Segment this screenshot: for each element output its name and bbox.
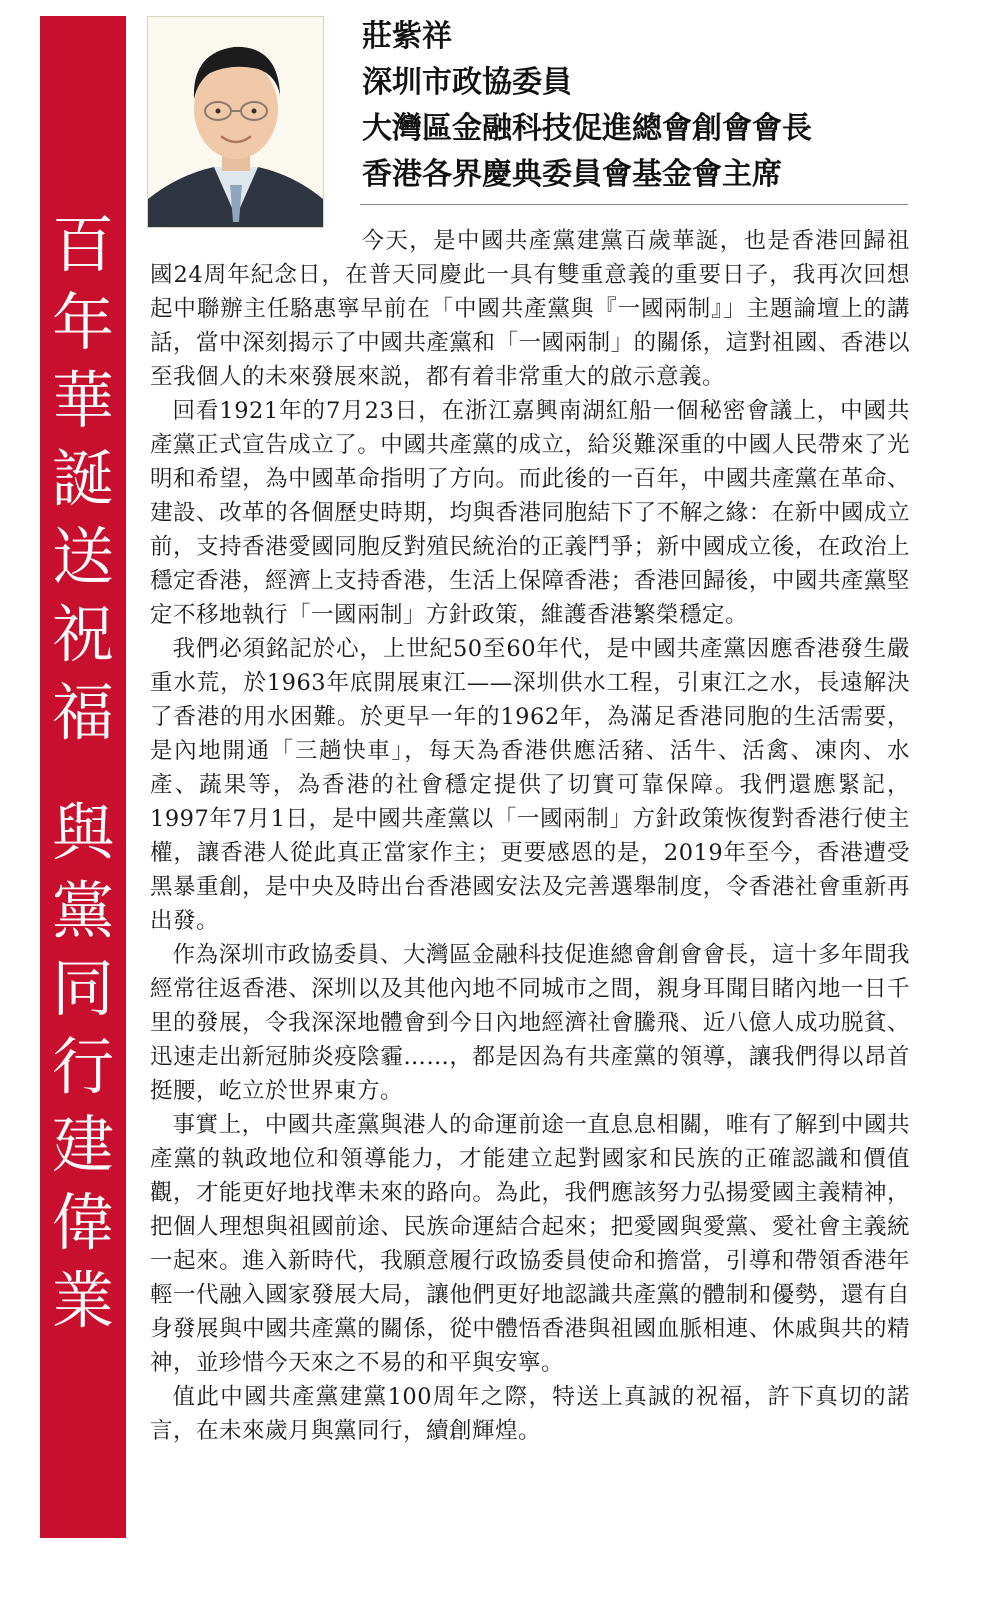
author-name: 莊紫祥 [362,19,452,54]
headline-char: 誕 [51,442,114,515]
article-paragraph: 回看1921年的7月23日，在浙江嘉興南湖紅船一個秘密會議上，中國共產黨正式宣告成立了。中國共產黨的成立，給災難深重的中國人民帶來了光明和希望，為中國革命指明了方向。而此後的一百年，中國共產黨在革命、建設、改革的各個歷史時期，均與香港同胞結下了不解之緣：在新中國成立前，支持香港愛國同胞反對殖民統治的正義鬥爭；新中國成立後，在政治上穩定香港，經濟上支持香港，生活上保障香港；香港回歸後，中國共產黨堅定不移地執行「一國兩制」方針政策，維護香港繁榮穩定。 [150,398,910,628]
headline-char: 行 [51,1030,114,1103]
headline-char: 祝 [51,598,114,671]
headline-part-2 [52,794,114,1340]
headline-part-1 [52,206,114,752]
headline-char: 福 [51,676,114,749]
author-title: 香港各界慶典委員會基金會主席 [362,157,782,192]
article-paragraph: 我們必須銘記於心，上世紀50至60年代，是中國共產黨因應香港發生嚴重水荒，於1963年底開展東江——深圳供水工程，引東江之水，長遠解決了香港的用水困難。於更早一年的1962年，為滿足香港同胞的生活需要，是內地開通「三趟快車」，每天為香港供應活豬、活牛、活禽、凍肉、水產、蔬果等，為香港的社會穩定提供了切實可靠保障。我們還應緊記，1997年7月1日，是中國共產黨以「一國兩制」方針政策恢復對香港行使主權，讓香港人從此真正當家作主；更要感恩的是，2019年至今，香港遭受黑暴重創，是中央及時出台香港國安法及完善選舉制度，令香港社會重新再出發。 [150,636,910,934]
author-info [362,14,922,198]
headline-char: 同 [51,952,114,1025]
headline-char: 建 [51,1108,114,1181]
header-divider [360,204,908,205]
headline-band [40,16,126,1538]
headline-char: 與 [51,796,114,869]
portrait-illustration [148,17,323,227]
headline-char: 偉 [51,1186,114,1259]
headline-char: 送 [51,520,114,593]
article-body [150,224,910,1448]
author-portrait [147,16,324,228]
article-paragraph: 作為深圳市政協委員、大灣區金融科技促進總會創會會長，這十多年間我經常往返香港、深圳以及其他內地不同城市之間，親身耳聞目睹內地一日千里的發展，令我深深地體會到今日內地經濟社會騰飛、近八億人成功脱貧、迅速走出新冠肺炎疫陰霾……，都是因為有共產黨的領導，讓我們得以昂首挺腰，屹立於世界東方。 [150,942,910,1104]
article-paragraph: 今天，是中國共產黨建黨百歲華誕，也是香港回歸祖國24周年紀念日，在普天同慶此一具有雙重意義的重要日子，我再次回想起中聯辦主任駱惠寧早前在「中國共產黨與『一國兩制』」主題論壇上的講話，當中深刻揭示了中國共產黨和「一國兩制」的關係，這對祖國、香港以至我個人的未來發展來説，都有着非常重大的啟示意義。 [150,228,910,390]
headline-char: 華 [51,364,114,437]
headline-char: 業 [51,1264,114,1337]
headline-char: 百 [51,208,114,281]
headline-char: 黨 [51,874,114,947]
headline-char: 年 [51,286,114,359]
author-title: 大灣區金融科技促進總會創會會長 [362,111,812,146]
author-title: 深圳市政協委員 [362,65,572,100]
article-paragraph: 值此中國共產黨建黨100周年之際，特送上真誠的祝福，許下真切的諾言，在未來歲月與黨同行，續創輝煌。 [150,1384,910,1444]
article-paragraph: 事實上，中國共產黨與港人的命運前途一直息息相關，唯有了解到中國共產黨的執政地位和領導能力，才能建立起對國家和民族的正確認識和價值觀，才能更好地找準未來的路向。為此，我們應該努力弘揚愛國主義精神，把個人理想與祖國前途、民族命運結合起來；把愛國與愛黨、愛社會主義統一起來。進入新時代，我願意履行政協委員使命和擔當，引導和帶領香港年輕一代融入國家發展大局，讓他們更好地認識共產黨的體制和優勢，還有自身發展與中國共產黨的關係，從中體悟香港與祖國血脈相連、休戚與共的精神，並珍惜今天來之不易的和平與安寧。 [150,1112,910,1376]
